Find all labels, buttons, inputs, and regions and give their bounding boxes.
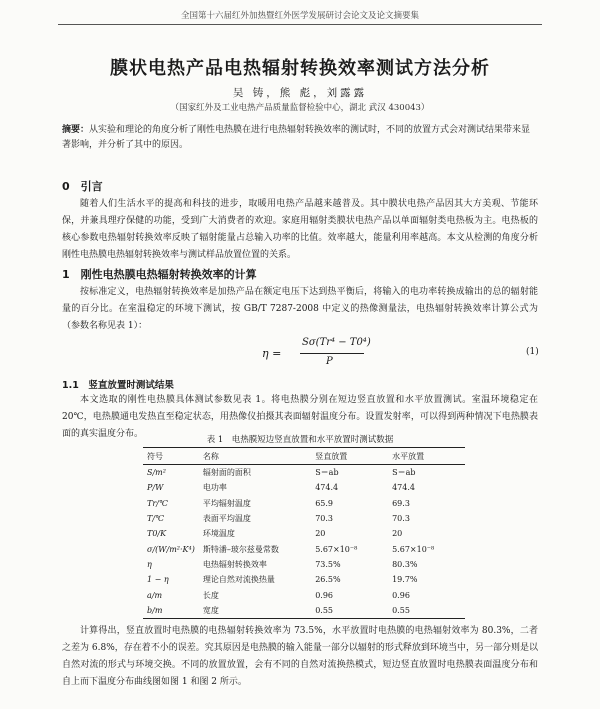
cell-name: 表面平均温度 — [202, 514, 251, 524]
cell-symbol: T/℃ — [147, 514, 164, 524]
cell-symbol: T0/K — [147, 529, 167, 539]
table-row — [143, 511, 465, 526]
cell-symbol: P/W — [147, 483, 164, 493]
cell-vertical: 26.5% — [315, 575, 341, 585]
table-row — [143, 541, 465, 556]
header-name: 名称 — [199, 448, 311, 465]
table-row — [143, 465, 465, 481]
table-row — [143, 587, 465, 602]
section-heading-intro: 0 引言 — [62, 180, 103, 193]
paper-title: 膜状电热产品电热辐射转换效率测试方法分析 — [110, 58, 490, 79]
paragraph-conclusion: 计算得出，竖直放置时电热膜的电热辐射转换效率为 73.5%，水平放置时电热膜的电热辐射效率为 80.3%，二者之差为 6.8%，存在着不小的误差。究其原因是电热膜的输入能量一部分以辐射的形式释放到环境当中，另一部分则是以自然对流的形式与环境交换。不同的放置放置，会有不同的自然对流换热模式，短边竖直放置时电热膜表面温度分布和自上而下温度分布曲线图如图 1 和图 2 所示。 — [62, 626, 538, 687]
cell-horizontal: 5.67×10⁻⁸ — [392, 544, 435, 554]
abstract — [62, 123, 538, 153]
equation-1 — [0, 337, 600, 377]
table-header-row — [143, 448, 465, 465]
cell-name: 平均辐射温度 — [202, 498, 251, 508]
cell-symbol: a/m — [147, 590, 163, 600]
cell-vertical: 5.67×10⁻⁸ — [315, 544, 358, 554]
cell-horizontal: 0.55 — [392, 605, 410, 615]
section-heading-1-1: 1.1 竖直放置时测试结果 — [62, 380, 174, 391]
table-row — [143, 526, 465, 541]
table-row — [143, 557, 465, 572]
cell-vertical: 20 — [315, 529, 326, 539]
equation-lhs: η = — [262, 347, 282, 360]
data-table — [143, 447, 465, 619]
cell-symbol: 1 − η — [147, 575, 169, 585]
affiliation: （国家红外及工业电热产品质量监督检验中心，湖北 武汉 430043） — [170, 103, 430, 113]
cell-vertical: 474.4 — [315, 483, 339, 493]
cell-name: 环境温度 — [202, 529, 235, 539]
authors: 吴 铸，熊 彪，刘露露 — [232, 87, 368, 99]
cell-horizontal: 20 — [392, 529, 403, 539]
cell-vertical: 70.3 — [315, 514, 334, 524]
cell-name: 理论自然对流换热量 — [202, 575, 275, 585]
equation-number: (1) — [526, 347, 539, 357]
cell-horizontal: 474.4 — [392, 483, 415, 493]
cell-horizontal: 0.96 — [392, 590, 410, 600]
cell-horizontal: 19.7% — [392, 575, 418, 585]
table-caption: 表 1 电热膜短边竖直放置和水平放置时测试数据 — [206, 435, 394, 445]
cell-vertical: S＝ab — [315, 468, 339, 478]
cell-name: 辐射面的面积 — [202, 468, 251, 478]
paragraph-section-1-1: 本文选取的刚性电热膜具体测试参数见表 1。将电热膜分别在短边竖直放置和水平放置测试。室温环境稳定在 20℃，电热膜通电发热直至稳定状态，用热像仪拍摄其表面辐射温度分布。设置发射率，可以得到两种情况下电热膜表面的真实温度分布。 — [62, 395, 538, 439]
cell-symbol: σ/(W/m²·K⁴) — [147, 544, 195, 554]
table-row — [143, 480, 465, 495]
header-vertical: 竖直放置 — [311, 448, 388, 465]
table-row — [143, 572, 465, 587]
header-horizontal: 水平放置 — [388, 448, 465, 465]
paragraph-intro: 随着人们生活水平的提高和科技的进步，取暖用电热产品越来越普及。其中膜状电热产品因其大方美观、节能环保，并兼具理疗保健的功能，受到广大消费者的欢迎。家庭用辐射类膜状电热产品以单面辐射类电热板为主。电热板的核心参数电热辐射转换效率反映了辐射能量占总输入功率的比值。效率越大，能量利用率越高。本文从检测的角度分析刚性电热膜电热辐射转换效率与测试样品放置位置的关系。 — [62, 199, 538, 260]
header-symbol: 符号 — [143, 448, 199, 465]
cell-vertical: 65.9 — [315, 498, 334, 508]
cell-name: 电热辐射转换效率 — [202, 559, 267, 569]
cell-symbol: Tr/℃ — [147, 498, 168, 508]
cell-name: 斯特潘–玻尔兹曼常数 — [202, 544, 279, 554]
running-header: 全国第十六届红外加热暨红外医学发展研讨会论文及论文摘要集 — [58, 9, 542, 25]
cell-name: 宽度 — [202, 605, 219, 615]
cell-horizontal: 69.3 — [392, 498, 410, 508]
cell-vertical: 0.96 — [315, 590, 334, 600]
table-row — [143, 603, 465, 619]
paragraph-section-1: 按标准定义，电热辐射转换效率是加热产品在额定电压下达到热平衡后，将输入的电功率转换成输出的总的辐射能量的百分比。在室温稳定的环境下测试，按 GB/T 7287-2008 中定义的热像测量法，电热辐射转换效率计算公式为（参数名称见表 1）： — [62, 287, 538, 331]
cell-horizontal: 80.3% — [392, 559, 418, 569]
equation-denominator: P — [326, 356, 333, 367]
abstract-label: 摘要： — [62, 125, 90, 135]
cell-horizontal: 70.3 — [392, 514, 410, 524]
cell-name: 长度 — [202, 590, 219, 600]
cell-horizontal: S＝ab — [392, 468, 416, 478]
cell-symbol: S/m² — [147, 468, 166, 478]
table-row — [143, 496, 465, 511]
fraction-bar — [300, 353, 364, 354]
cell-vertical: 73.5% — [315, 559, 341, 569]
cell-symbol: η — [147, 559, 152, 569]
section-heading-1: 1 刚性电热膜电热辐射转换效率的计算 — [62, 268, 257, 281]
abstract-text: 从实验和理论的角度分析了刚性电热膜在进行电热辐射转换效率的测试时，不同的放置方式会对测试结果带来显著影响，并分析了其中的原因。 — [62, 125, 531, 150]
cell-vertical: 0.55 — [315, 605, 334, 615]
equation-numerator: Sσ(Tr⁴ − T0⁴) — [302, 337, 371, 348]
cell-name: 电功率 — [202, 483, 227, 493]
cell-symbol: b/m — [147, 605, 163, 615]
